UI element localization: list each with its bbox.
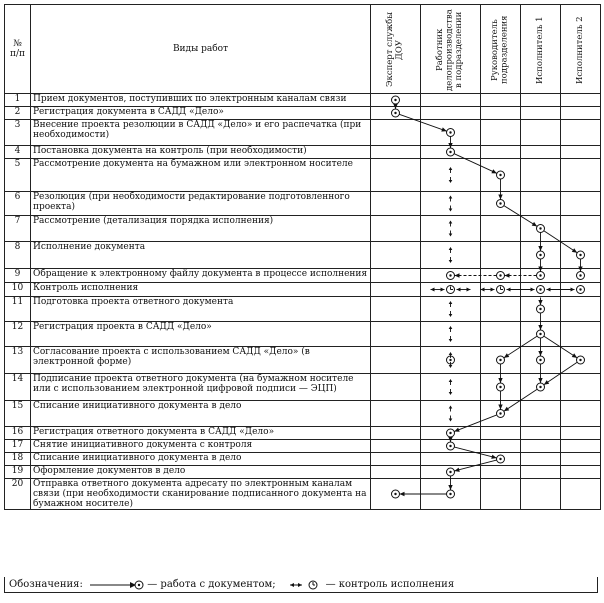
role-cell: [561, 283, 601, 297]
header-role-clerk: [421, 5, 481, 94]
role-cell: [421, 440, 481, 453]
role-cell: [521, 401, 561, 427]
role-cell: [481, 479, 521, 510]
table-row: [5, 283, 601, 297]
role-cell: [421, 322, 481, 347]
role-cell: [421, 453, 481, 466]
table-row: [5, 322, 601, 347]
role-cell: [421, 216, 481, 242]
role-cell: [371, 94, 421, 107]
table-row: [5, 159, 601, 192]
header-role-doe-expert: [371, 5, 421, 94]
role-cell: [561, 159, 601, 192]
row-number: 10: [5, 283, 31, 297]
role-cell: [521, 466, 561, 479]
role-cell: [521, 347, 561, 374]
row-number: 3: [5, 120, 31, 146]
role-cell: [371, 120, 421, 146]
row-number: 20: [5, 479, 31, 510]
row-work-text: Рассмотрение (детализация порядка исполнения): [31, 216, 371, 242]
role-cell: [481, 283, 521, 297]
role-cell: [371, 322, 421, 347]
role-cell: [371, 401, 421, 427]
row-work-text: Рассмотрение документа на бумажном или электронном носителе: [31, 159, 371, 192]
process-table: [4, 4, 601, 510]
header-works: Виды работ: [31, 5, 371, 94]
role-cell: [481, 297, 521, 322]
role-cell: [421, 120, 481, 146]
table-row: [5, 297, 601, 322]
table-row: [5, 479, 601, 510]
role-cell: [561, 297, 601, 322]
role-cell: [481, 374, 521, 401]
role-cell: [521, 440, 561, 453]
table-row: [5, 401, 601, 427]
role-label: Исполнитель 2: [574, 16, 585, 84]
role-cell: [561, 440, 601, 453]
role-cell: [371, 159, 421, 192]
role-cell: [521, 242, 561, 269]
row-work-text: Отправка ответного документа адресату по электронным каналам связи (при необходимости сканирование подписанного документа на бумажном носителе): [31, 479, 371, 510]
table-row: [5, 146, 601, 159]
row-work-text: Согласование проекта с использованием САДД «Дело» (в электронной форме): [31, 347, 371, 374]
role-cell: [371, 216, 421, 242]
table-row: [5, 107, 601, 120]
row-work-text: Регистрация документа в САДД «Дело»: [31, 107, 371, 120]
role-cell: [561, 322, 601, 347]
table-row: [5, 347, 601, 374]
role-cell: [421, 94, 481, 107]
role-cell: [371, 242, 421, 269]
table-row: [5, 374, 601, 401]
role-cell: [421, 374, 481, 401]
row-work-text: Оформление документов в дело: [31, 466, 371, 479]
row-work-text: Обращение к электронному файлу документа в процессе исполнения: [31, 269, 371, 283]
header-row: [5, 5, 601, 94]
role-cell: [421, 283, 481, 297]
table-row: [5, 94, 601, 107]
role-cell: [371, 453, 421, 466]
role-cell: [371, 347, 421, 374]
role-cell: [521, 120, 561, 146]
role-cell: [371, 107, 421, 120]
role-cell: [561, 466, 601, 479]
row-number: 15: [5, 401, 31, 427]
row-number: 8: [5, 242, 31, 269]
role-cell: [371, 269, 421, 283]
row-work-text: Регистрация проекта в САДД «Дело»: [31, 322, 371, 347]
role-cell: [521, 216, 561, 242]
role-label: Эксперт службы ДОУ: [385, 12, 405, 88]
role-cell: [421, 297, 481, 322]
table-row: [5, 216, 601, 242]
role-cell: [481, 453, 521, 466]
role-cell: [561, 94, 601, 107]
role-cell: [561, 192, 601, 216]
table-row: [5, 120, 601, 146]
role-cell: [481, 146, 521, 159]
row-number: 16: [5, 427, 31, 440]
role-cell: [481, 120, 521, 146]
row-number: 14: [5, 374, 31, 401]
role-cell: [421, 401, 481, 427]
row-number: 1: [5, 94, 31, 107]
row-number: 19: [5, 466, 31, 479]
role-cell: [561, 107, 601, 120]
role-cell: [561, 427, 601, 440]
role-label: Работник делопроизводства в подразделении: [435, 9, 465, 91]
role-cell: [561, 146, 601, 159]
role-cell: [371, 192, 421, 216]
role-cell: [421, 427, 481, 440]
role-cell: [421, 192, 481, 216]
row-work-text: Исполнение документа: [31, 242, 371, 269]
role-cell: [481, 216, 521, 242]
row-work-text: Снятие инициативного документа с контроля: [31, 440, 371, 453]
table-row: [5, 269, 601, 283]
role-cell: [521, 479, 561, 510]
role-cell: [521, 146, 561, 159]
row-work-text: Прием документов, поступивших по электронным каналам связи: [31, 94, 371, 107]
role-cell: [481, 347, 521, 374]
row-number: 4: [5, 146, 31, 159]
row-number: 18: [5, 453, 31, 466]
role-cell: [561, 347, 601, 374]
row-number: 12: [5, 322, 31, 347]
role-cell: [481, 94, 521, 107]
role-cell: [521, 159, 561, 192]
role-cell: [421, 146, 481, 159]
role-cell: [421, 269, 481, 283]
role-cell: [521, 283, 561, 297]
header-role-executor-2: [561, 5, 601, 94]
row-number: 17: [5, 440, 31, 453]
role-cell: [371, 440, 421, 453]
control-arrow-icon: [288, 579, 322, 591]
row-number: 11: [5, 297, 31, 322]
table-row: [5, 192, 601, 216]
role-cell: [371, 374, 421, 401]
header-role-executor-1: [521, 5, 561, 94]
role-label: Исполнитель 1: [534, 16, 545, 84]
row-work-text: Подписание проекта ответного документа (на бумажном носителе или с использованием электронной цифровой подписи — ЭЦП): [31, 374, 371, 401]
role-cell: [371, 297, 421, 322]
role-cell: [371, 427, 421, 440]
header-role-head: [481, 5, 521, 94]
legend-label: Обозначения:: [9, 579, 83, 590]
row-work-text: Подготовка проекта ответного документа: [31, 297, 371, 322]
role-cell: [521, 427, 561, 440]
row-number: 5: [5, 159, 31, 192]
role-cell: [481, 466, 521, 479]
row-number: 6: [5, 192, 31, 216]
row-work-text: Списание инициативного документа в дело: [31, 401, 371, 427]
role-cell: [481, 269, 521, 283]
role-cell: [371, 146, 421, 159]
role-cell: [521, 94, 561, 107]
role-cell: [561, 401, 601, 427]
table-row: [5, 427, 601, 440]
row-work-text: Резолюция (при необходимости редактирование подготовленного проекта): [31, 192, 371, 216]
row-work-text: Постановка документа на контроль (при необходимости): [31, 146, 371, 159]
work-arrow-icon: [86, 579, 144, 591]
role-cell: [371, 479, 421, 510]
role-cell: [561, 216, 601, 242]
role-cell: [521, 269, 561, 283]
row-work-text: Контроль исполнения: [31, 283, 371, 297]
row-number: 9: [5, 269, 31, 283]
role-cell: [521, 107, 561, 120]
role-cell: [481, 107, 521, 120]
header-num: № п/п: [5, 5, 31, 94]
table-row: [5, 242, 601, 269]
role-cell: [561, 453, 601, 466]
role-cell: [521, 453, 561, 466]
legend-control-text: — контроль исполнения: [325, 579, 455, 590]
table-row: [5, 466, 601, 479]
row-work-text: Внесение проекта резолюции в САДД «Дело» и его распечатка (при необходимости): [31, 120, 371, 146]
role-cell: [481, 192, 521, 216]
row-number: 13: [5, 347, 31, 374]
role-cell: [371, 466, 421, 479]
role-cell: [561, 120, 601, 146]
role-cell: [521, 297, 561, 322]
role-cell: [481, 440, 521, 453]
table-row: [5, 453, 601, 466]
role-cell: [421, 107, 481, 120]
role-cell: [371, 283, 421, 297]
role-cell: [521, 192, 561, 216]
role-cell: [421, 466, 481, 479]
role-cell: [421, 347, 481, 374]
role-cell: [481, 242, 521, 269]
role-cell: [421, 242, 481, 269]
row-number: 2: [5, 107, 31, 120]
role-cell: [561, 242, 601, 269]
row-work-text: Списание инициативного документа в дело: [31, 453, 371, 466]
row-work-text: Регистрация ответного документа в САДД «Дело»: [31, 427, 371, 440]
row-number: 7: [5, 216, 31, 242]
role-cell: [481, 159, 521, 192]
role-cell: [561, 374, 601, 401]
role-cell: [481, 322, 521, 347]
legend-work-text: — работа с документом;: [147, 579, 276, 590]
legend: [4, 577, 598, 593]
role-cell: [421, 159, 481, 192]
role-cell: [481, 401, 521, 427]
role-cell: [521, 322, 561, 347]
role-cell: [421, 479, 481, 510]
role-label: Руководитель подразделения: [490, 15, 510, 85]
role-cell: [561, 269, 601, 283]
role-cell: [561, 479, 601, 510]
role-cell: [481, 427, 521, 440]
table-row: [5, 440, 601, 453]
role-cell: [521, 374, 561, 401]
